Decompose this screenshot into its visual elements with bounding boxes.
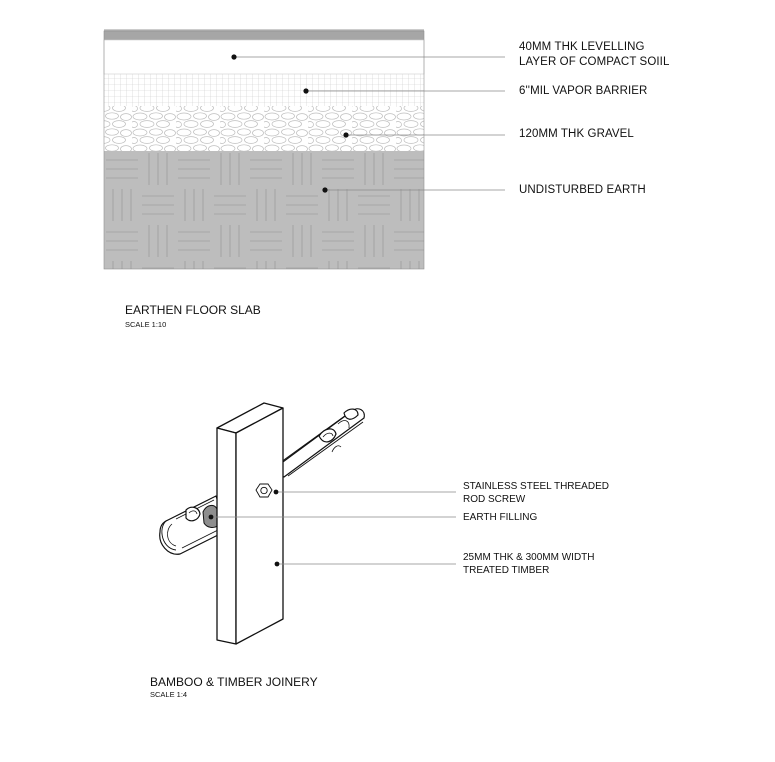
leader-dot — [275, 562, 280, 567]
label-line-1: 40MM THK LEVELLING — [519, 41, 645, 53]
label-line-2: LAYER OF COMPACT SOIIL — [519, 56, 670, 68]
label-line-1: 25MM THK & 300MM WIDTH — [463, 552, 595, 563]
leader-dot — [322, 187, 327, 192]
leader-dot — [231, 54, 236, 59]
timber-board — [217, 403, 283, 644]
leader-dot — [274, 490, 279, 495]
label-line-1: EARTH FILLING — [463, 512, 538, 523]
undisturbed-earth-layer — [104, 151, 424, 269]
vapor-barrier-layer — [104, 74, 424, 106]
label-line-2: ROD SCREW — [463, 494, 526, 505]
leader-dot — [303, 88, 308, 93]
label-line-1: UNDISTURBED EARTH — [519, 184, 646, 196]
label-undisturbed-earth — [519, 183, 646, 198]
label-line-1: 6''MIL VAPOR BARRIER — [519, 85, 648, 97]
gravel-layer — [104, 106, 424, 151]
label-levelling-layer — [519, 40, 669, 70]
floor-slab-scale: SCALE 1:10 — [125, 320, 167, 329]
label-line-1: STAINLESS STEEL THREADED — [463, 481, 609, 492]
label-timber — [463, 551, 595, 577]
joinery-scale: SCALE 1:4 — [150, 690, 188, 699]
label-rod-screw — [463, 480, 609, 506]
label-vapor-barrier — [519, 84, 647, 99]
joinery-title: BAMBOO & TIMBER JOINERY — [150, 675, 318, 689]
top-band — [104, 31, 424, 40]
label-line-1: 120MM THK GRAVEL — [519, 128, 634, 140]
rod-screw — [256, 484, 272, 497]
leader-dot — [209, 515, 214, 520]
label-line-2: TREATED TIMBER — [463, 565, 550, 576]
label-gravel — [519, 127, 634, 142]
floor-slab-section — [104, 30, 424, 269]
leader-dot — [343, 132, 348, 137]
floor-slab-title: EARTHEN FLOOR SLAB — [125, 303, 261, 317]
label-earth-filling — [463, 511, 537, 524]
